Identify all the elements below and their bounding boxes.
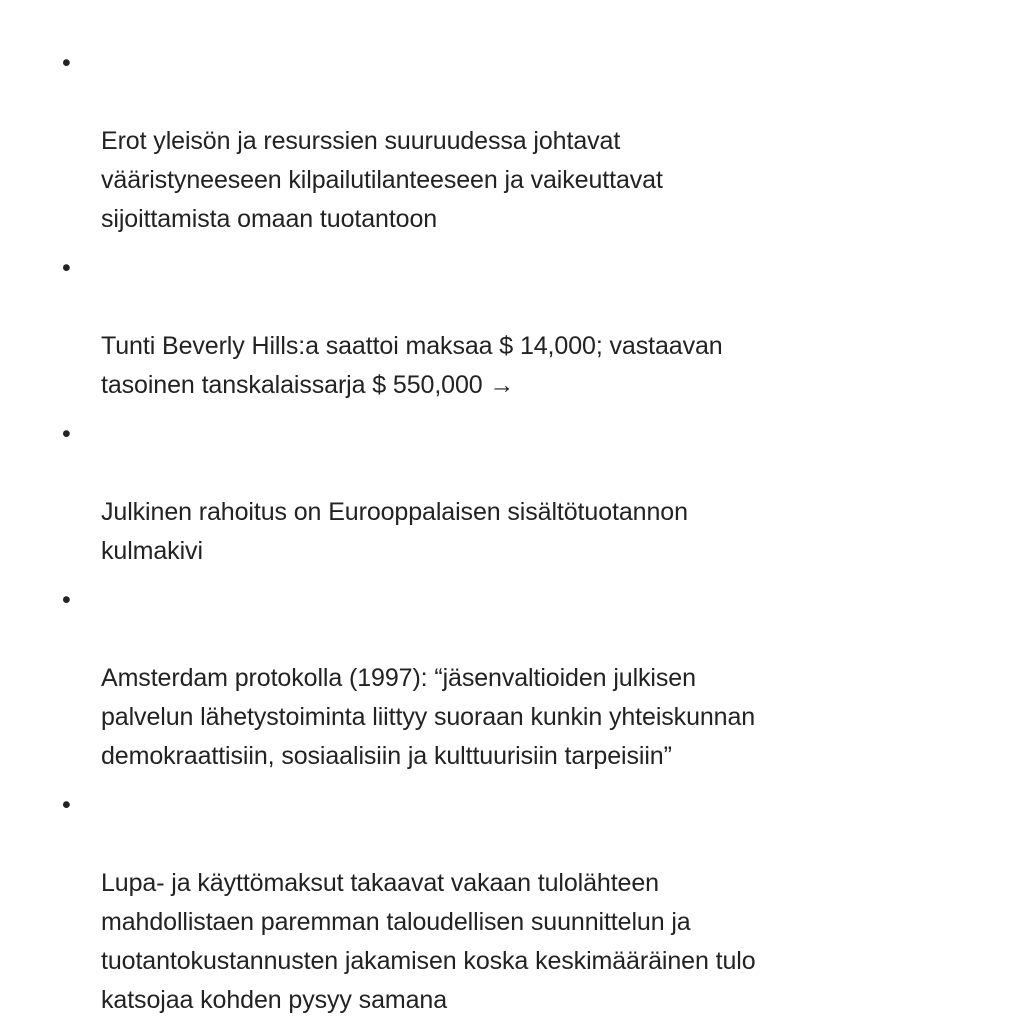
bullet-icon: • bbox=[62, 791, 71, 819]
bullet-text: Erot yleisön ja resurssien suuruudessa johtavat vääristyneeseen kilpailutilanteeseen ja vaikeuttavat sijoittamista omaan tuotantoon bbox=[101, 127, 663, 233]
bullet-text: Tunti Beverly Hills:a saattoi maksaa $ 14,000; vastaavan tasoinen tanskalaissarja $ 550,000 → bbox=[101, 332, 723, 399]
bullet-list bbox=[60, 44, 960, 1020]
bullet-icon: • bbox=[62, 586, 71, 614]
bullet-text: Amsterdam protokolla (1997): “jäsenvaltioiden julkisen palvelun lähetystoiminta liittyy suoraan kunkin yhteiskunnan demokraattisiin, sosiaalisiin ja kulttuurisiin tarpeisiin” bbox=[101, 664, 756, 770]
bullet-icon: • bbox=[62, 49, 71, 77]
bullet-icon: • bbox=[62, 254, 71, 282]
bullet-item bbox=[60, 581, 960, 776]
bullet-item bbox=[60, 249, 960, 405]
bullet-item bbox=[60, 44, 960, 239]
bullet-text: Lupa- ja käyttömaksut takaavat vakaan tulolähteen mahdollistaen paremman taloudellisen suunnittelun ja tuotantokustannusten jakamisen koska keskimääräinen tulo katsojaa kohden pysyy samana bbox=[101, 869, 756, 1014]
bullet-text: Julkinen rahoitus on Eurooppalaisen sisältötuotannon kulmakivi bbox=[101, 498, 688, 565]
bullet-item bbox=[60, 786, 960, 1020]
slide-content bbox=[60, 44, 960, 1030]
bullet-item bbox=[60, 415, 960, 571]
bullet-icon: • bbox=[62, 420, 71, 448]
